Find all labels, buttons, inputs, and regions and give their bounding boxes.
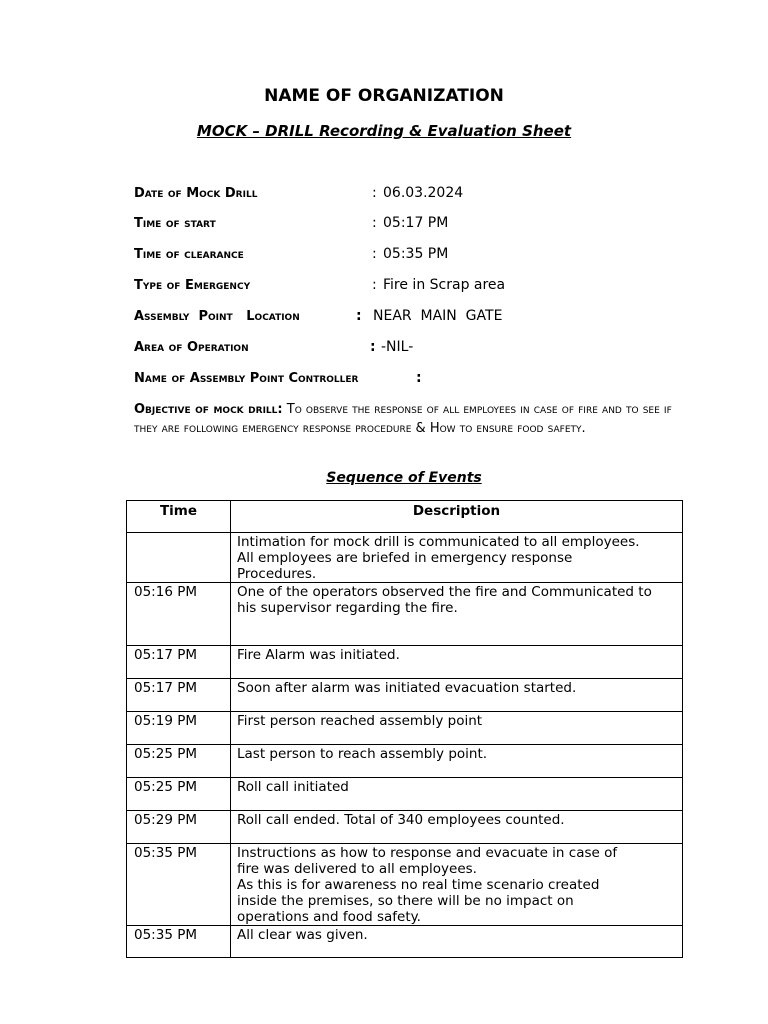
description-line: Instructions as how to response and evacuate in case of	[237, 845, 618, 861]
event-time: 05:25 PM	[127, 745, 231, 778]
event-description	[231, 778, 683, 811]
description-line: Procedures.	[237, 566, 317, 582]
field-clearance-colon: :	[372, 246, 377, 262]
field-location-colon: :	[356, 308, 362, 324]
event-time: 05:29 PM	[127, 811, 231, 844]
event-description	[231, 712, 683, 745]
field-clearance-label: Time of clearance	[134, 247, 244, 262]
event-description	[231, 926, 683, 958]
sheet-title: MOCK – DRILL Recording & Evaluation Sheet	[196, 122, 572, 140]
description-line: fire was delivered to all employees.	[237, 861, 477, 877]
description-line: Roll call ended. Total of 340 employees counted.	[237, 812, 565, 828]
field-start-colon: :	[372, 215, 377, 231]
description-line: inside the premises, so there will be no impact on	[237, 893, 574, 909]
field-controller-colon: :	[416, 370, 422, 386]
field-emergency-value: Fire in Scrap area	[383, 277, 506, 293]
field-area-value: -NIL-	[381, 339, 414, 355]
field-location-value: NEAR MAIN GATE	[373, 308, 503, 324]
description-line: Fire Alarm was initiated.	[237, 647, 400, 663]
event-time: 05:19 PM	[127, 712, 231, 745]
table-row	[127, 679, 683, 712]
objective-text: To observe the response of all employees in case of fire and to see if they are following emergency response procedure & How to ensure food safety.	[134, 402, 672, 436]
table-row	[127, 745, 683, 778]
event-description	[231, 679, 683, 712]
table-row	[127, 646, 683, 679]
table-row	[127, 533, 683, 583]
event-time: 05:17 PM	[127, 646, 231, 679]
table-row	[127, 583, 683, 646]
description-line: operations and food safety.	[237, 909, 421, 925]
field-area-label: Area of Operation	[134, 340, 249, 355]
field-date-value: 06.03.2024	[383, 185, 464, 201]
table-row	[127, 844, 683, 926]
table-row	[127, 778, 683, 811]
description-line: One of the operators observed the fire and Communicated to	[237, 584, 652, 600]
description-line: As this is for awareness no real time scenario created	[237, 877, 600, 893]
field-date-colon: :	[372, 185, 377, 201]
objective-label: Objective of mock drill:	[134, 402, 283, 417]
table-row	[127, 811, 683, 844]
description-line: Last person to reach assembly point.	[237, 746, 488, 762]
event-description	[231, 533, 683, 583]
event-description	[231, 811, 683, 844]
table-row	[127, 712, 683, 745]
field-emergency-colon: :	[372, 277, 377, 293]
event-description	[231, 745, 683, 778]
field-area-colon: :	[370, 339, 376, 355]
description-line: Roll call initiated	[237, 779, 349, 795]
description-line: All employees are briefed in emergency response	[237, 550, 573, 566]
event-description	[231, 646, 683, 679]
field-emergency-label: Type of Emergency	[134, 278, 251, 293]
event-description	[231, 844, 683, 926]
event-time	[127, 533, 231, 583]
field-clearance-value: 05:35 PM	[383, 246, 449, 262]
organization-title: NAME OF ORGANIZATION	[264, 86, 504, 106]
description-line: All clear was given.	[237, 927, 368, 943]
events-table	[126, 500, 683, 958]
description-line: Intimation for mock drill is communicated to all employees.	[237, 534, 640, 550]
table-row	[127, 926, 683, 958]
event-time: 05:35 PM	[127, 844, 231, 926]
field-start-value: 05:17 PM	[383, 215, 449, 231]
field-location-label: Assembly Point Location	[134, 309, 300, 324]
time-column-header: Time	[127, 501, 231, 533]
events-header-row	[127, 501, 683, 533]
event-time: 05:17 PM	[127, 679, 231, 712]
sequence-title: Sequence of Events	[326, 470, 482, 486]
description-line: Soon after alarm was initiated evacuation started.	[237, 680, 577, 696]
field-date-label: Date of Mock Drill	[134, 186, 258, 201]
field-controller-label: Name of Assembly Point Controller	[134, 371, 359, 386]
description-line: First person reached assembly point	[237, 713, 483, 729]
event-time: 05:25 PM	[127, 778, 231, 811]
field-start-label: Time of start	[134, 216, 216, 231]
description-line: his supervisor regarding the fire.	[237, 600, 458, 616]
description-column-header: Description	[231, 501, 683, 533]
objective-paragraph	[134, 401, 684, 438]
event-description	[231, 583, 683, 646]
event-time: 05:35 PM	[127, 926, 231, 958]
event-time: 05:16 PM	[127, 583, 231, 646]
